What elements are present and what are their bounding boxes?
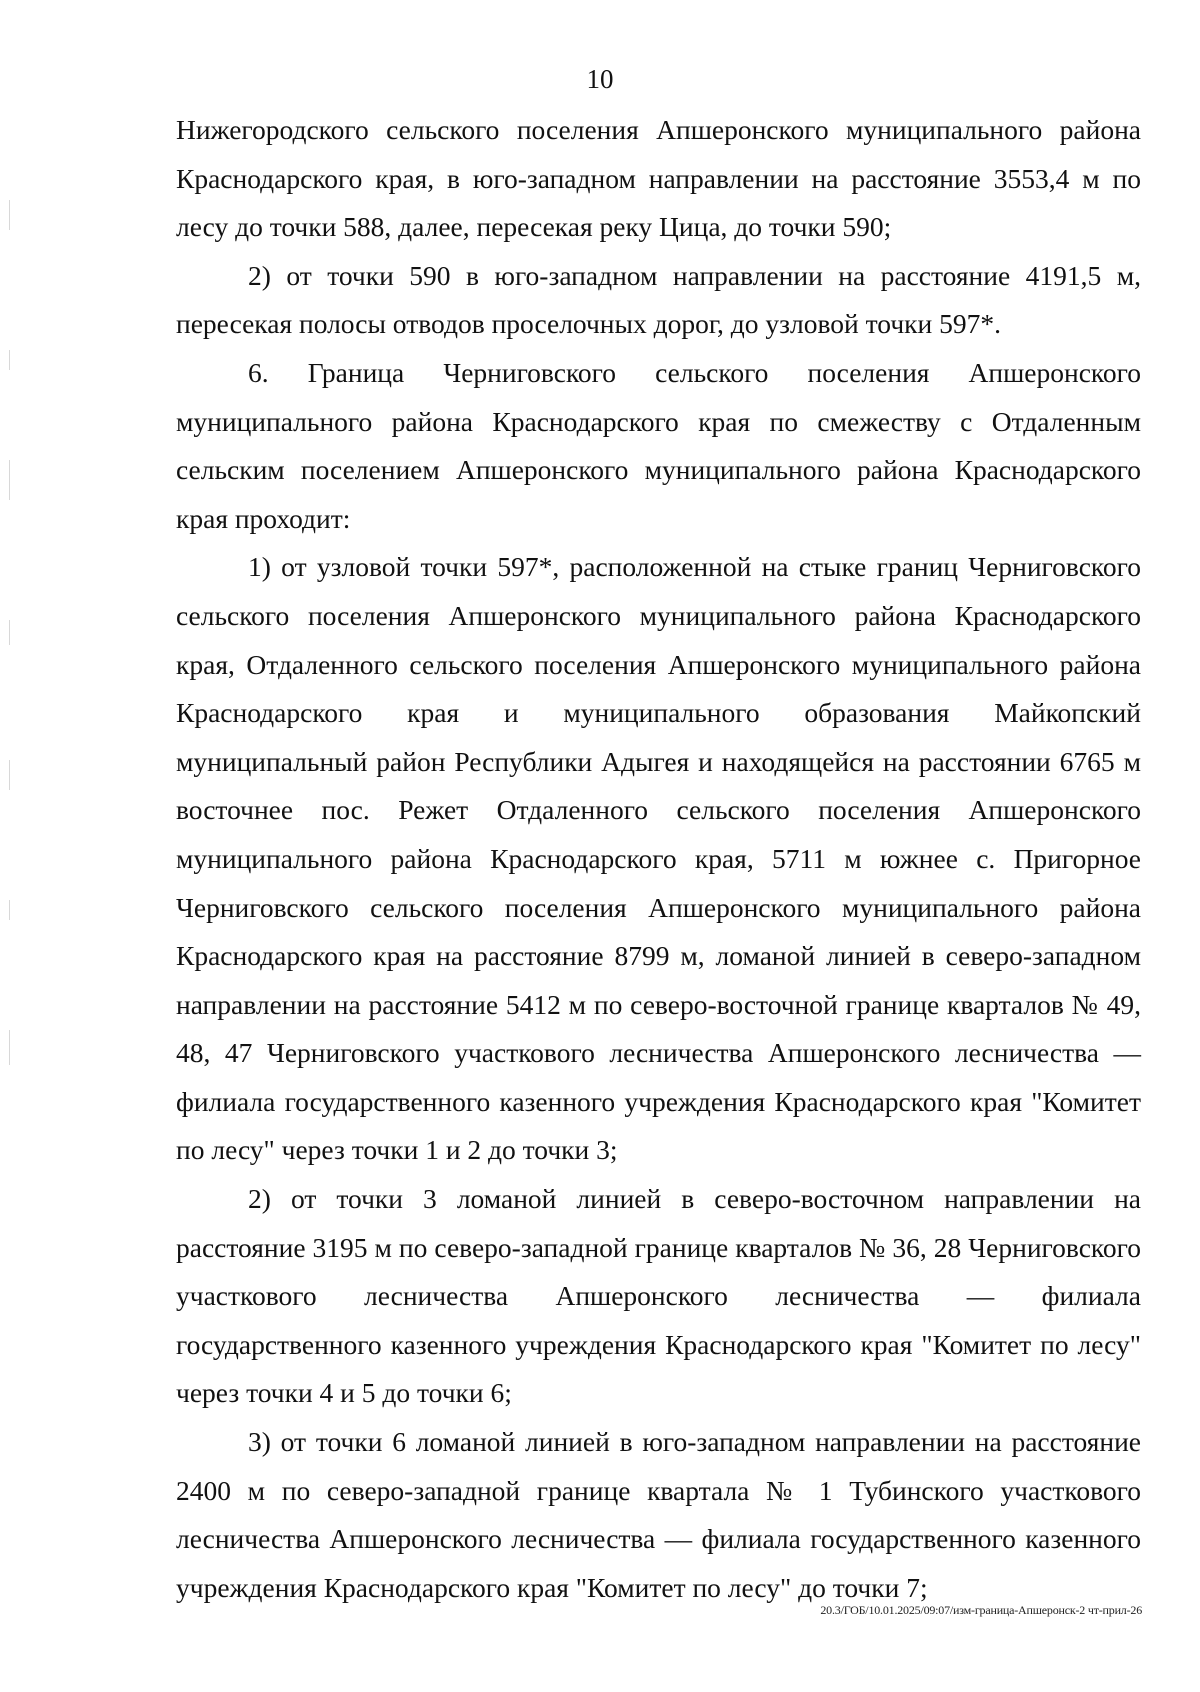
scan-edge-marks xyxy=(6,200,14,1100)
document-body xyxy=(176,106,1141,1612)
document-footer-code: 20.3/ГОБ/10.01.2025/09:07/изм-граница-Апшеронск-2 чт-прил-26 xyxy=(820,1603,1142,1617)
paragraph-item-2-point-3: 2) от точки 3 ломаной линией в северо-восточном направлении на расстояние 3195 м по северо-западной границе кварталов № 36, 28 Черниговского участкового лесничества Апшеронского лесничества — филиала государственного казенного учреждения Краснодарского края "Комитет по лесу" через точки 4 и 5 до точки 6; xyxy=(176,1183,1141,1409)
paragraph-item-2-point-590: 2) от точки 590 в юго-западном направлении на расстояние 4191,5 м, пересекая полосы отводов проселочных дорог, до узловой точки 597*. xyxy=(176,259,1141,340)
paragraph-section-6: 6. Граница Черниговского сельского поселения Апшеронского муниципального района Краснодарского края по смежеству с Отдаленным сельским поселением Апшеронского муниципального района Краснодарского края проходит: xyxy=(176,356,1141,534)
paragraph-continuation: Нижегородского сельского поселения Апшеронского муниципального района Краснодарского края, в юго-западном направлении на расстояние 3553,4 м по лесу до точки 588, далее, пересекая реку Цица, до точки 590; xyxy=(176,114,1141,243)
paragraph-item-1-point-597: 1) от узловой точки 597*, расположенной на стыке границ Черниговского сельского поселения Апшеронского муниципального района Краснодарского края, Отдаленного сельского поселения Апшеронского муниципального района Краснодарского края и муниципального образования Майкопский муниципальный район Республики Адыгея и находящейся на расстоянии 6765 м восточнее пос. Режет Отдаленного сельского поселения Апшеронского муниципального района Краснодарского края, 5711 м южнее с. Пригорное Черниговского сельского поселения Апшеронского муниципального района Краснодарского края на расстояние 8799 м, ломаной линией в северо-западном направлении на расстояние 5412 м по северо-восточной границе кварталов № 49, 48, 47 Черниговского участкового лесничества Апшеронского лесничества — филиала государственного казенного учреждения Краснодарского края "Комитет по лесу" через точки 1 и 2 до точки 3; xyxy=(176,551,1141,1166)
page-number: 10 xyxy=(586,64,614,94)
paragraph-item-3-point-6: 3) от точки 6 ломаной линией в юго-западном направлении на расстояние 2400 м по северо-западной границе квартала № 1 Тубинского участкового лесничества Апшеронского лесничества — филиала государственного казенного учреждения Краснодарского края "Комитет по лесу" до точки 7; xyxy=(176,1426,1141,1603)
